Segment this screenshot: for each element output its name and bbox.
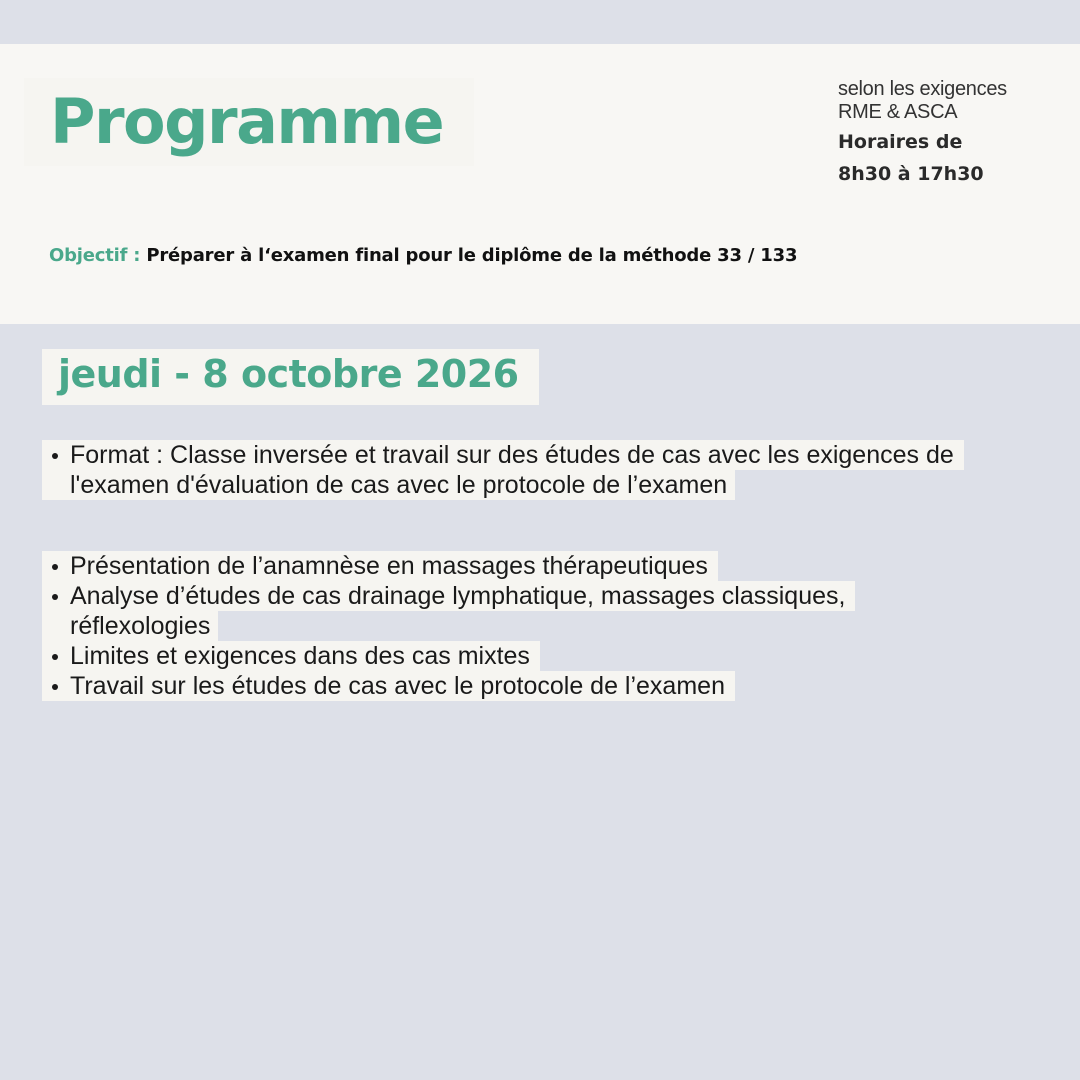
hours-line-1: Horaires de: [838, 131, 963, 153]
format-line-2: l'examen d'évaluation de cas avec le protocole de l’examen: [42, 470, 735, 500]
objective-label: Objectif :: [49, 245, 147, 266]
topic-2-line-1: Analyse d’études de cas drainage lymphatique, massages classiques,: [42, 581, 855, 611]
topics-list: [42, 551, 855, 701]
list-item-travail: [42, 671, 855, 701]
hours-line-2: 8h30 à 17h30: [838, 163, 984, 185]
header-panel: [0, 44, 1080, 324]
page-title: Programme: [50, 85, 444, 158]
session-date: jeudi - 8 octobre 2026: [58, 352, 519, 396]
list-item-limites: [42, 641, 855, 671]
topic-4: Travail sur les études de cas avec le protocole de l’examen: [42, 671, 735, 701]
topic-3: Limites et exigences dans des cas mixtes: [42, 641, 540, 671]
list-item-analyse: [42, 581, 855, 641]
topic-2-line-2: réflexologies: [42, 611, 218, 641]
requirements-line-1: selon les exigences: [838, 78, 1007, 100]
objective-text: Préparer à l‘examen final pour le diplôme de la méthode 33 / 133: [146, 245, 798, 266]
objective: [49, 244, 797, 268]
list-item-anamnese: [42, 551, 855, 581]
format-line-1: Format : Classe inversée et travail sur des études de cas avec les exigences de: [42, 440, 964, 470]
session-date-box: [42, 349, 539, 405]
requirements-and-hours: [838, 78, 1068, 190]
requirements-line-2: RME & ASCA: [838, 101, 958, 123]
title-box: [24, 78, 474, 166]
format-list: [42, 440, 964, 500]
list-item-format: [42, 440, 964, 500]
topic-1: Présentation de l’anamnèse en massages thérapeutiques: [42, 551, 718, 581]
